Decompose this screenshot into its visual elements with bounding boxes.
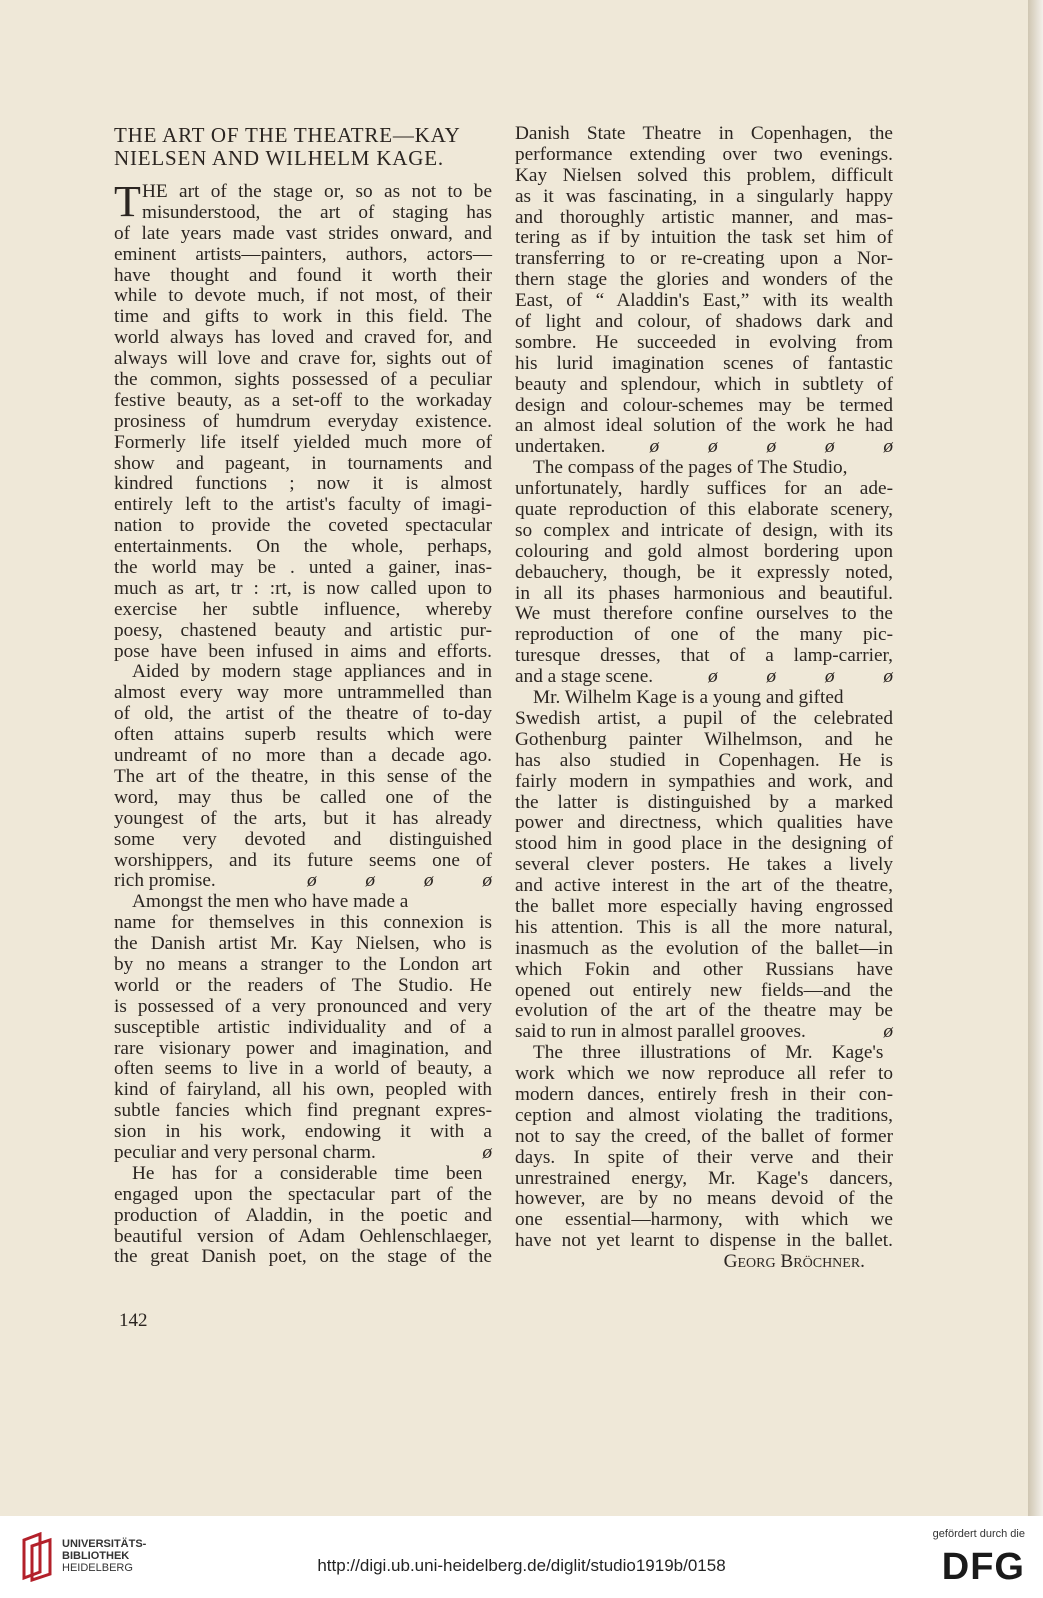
text-line-content: an almost ideal solution of the work he had — [515, 415, 893, 437]
text-line-content: the latter is distinguished by a marked — [515, 791, 893, 813]
text-line — [515, 521, 893, 542]
text-line-content: beauty and splendour, which in subtlety of — [515, 373, 893, 395]
text-line — [114, 412, 492, 433]
text-line — [515, 667, 893, 688]
text-line — [114, 1018, 492, 1039]
text-line — [515, 1043, 893, 1064]
text-line-content: Kay Nielsen solved this problem, difficult — [515, 164, 893, 186]
author-signature: Georg Bröchner. — [723, 1251, 865, 1273]
text-line-content: poesy, chastened beauty and artistic pur- — [114, 619, 492, 641]
text-line-content: youngest of the arts, but it has already — [114, 807, 492, 829]
text-line — [515, 1148, 893, 1169]
text-line — [515, 166, 893, 187]
text-line — [114, 683, 492, 704]
leaf-ornament-icon: ø — [883, 1021, 893, 1043]
text-line-content: Mr. Wilhelm Kage is a young and gifted — [533, 687, 844, 709]
text-line-content: rare visionary power and imagination, and — [114, 1037, 492, 1059]
text-line — [114, 495, 492, 516]
page-edge-shadow — [1028, 0, 1043, 1516]
text-line-content: susceptible artistic individuality and of a — [114, 1016, 492, 1038]
text-line-content: world always has loved and craved for, and — [114, 327, 492, 349]
text-line-content: turesque dresses, that of a lamp-carrier, — [515, 645, 893, 667]
text-line-content: We must therefore confine ourselves to the — [515, 603, 893, 625]
text-line — [114, 1143, 492, 1164]
text-line — [515, 375, 893, 396]
text-line-content: sombre. He succeeded in evolving from — [515, 331, 893, 353]
text-line-content: of old, the artist of the theatre of to-day — [114, 703, 492, 725]
library-name-line: UNIVERSITÄTS- — [62, 1538, 147, 1550]
text-line — [114, 516, 492, 537]
text-line — [114, 809, 492, 830]
text-line — [515, 1085, 893, 1106]
text-line — [515, 1022, 893, 1043]
text-line — [114, 600, 492, 621]
text-line-content: production of Aladdin, in the poetic and — [114, 1204, 492, 1226]
text-line-content: Amongst the men who have made a — [132, 891, 409, 913]
right-column — [515, 124, 893, 1273]
text-line — [515, 730, 893, 751]
text-line — [114, 286, 492, 307]
text-line-content: prosiness of humdrum everyday existence. — [114, 410, 492, 432]
text-line — [515, 500, 893, 521]
text-line-content: design and colour-schemes may be termed — [515, 394, 893, 416]
text-line-content: pose have been infused in aims and efforts. — [114, 640, 492, 662]
text-line — [515, 124, 893, 145]
text-line-content: much as art, tr : :rt, is now called upon to — [114, 577, 492, 599]
text-line — [114, 642, 492, 663]
text-line — [114, 1059, 492, 1080]
text-line-content: and active interest in the art of the theatre, — [515, 875, 893, 897]
text-line-content: word, may thus be called one of the — [114, 786, 492, 808]
text-line-content: colouring and gold almost bordering upon — [515, 540, 893, 562]
text-line-content: is possessed of a very pronounced and very — [114, 995, 492, 1017]
footer-bar — [0, 1516, 1043, 1598]
text-line — [114, 307, 492, 328]
text-line-content: peculiar and very personal charm. — [114, 1141, 376, 1163]
leaf-ornament-icon: ø ø ø ø — [306, 870, 492, 892]
article-title-line: NIELSEN AND WILHELM KAGE. — [114, 146, 444, 170]
text-line-content: however, are by no means devoid of the — [515, 1188, 893, 1210]
text-line — [114, 454, 492, 475]
text-line — [515, 396, 893, 417]
text-line-content: entertainments. On the whole, perhaps, — [114, 536, 492, 558]
text-line — [515, 1064, 893, 1085]
text-line — [114, 746, 492, 767]
text-line — [515, 688, 893, 709]
text-line-content: always will love and crave for, sights out of — [114, 348, 492, 370]
text-line — [515, 479, 893, 500]
source-url-link[interactable]: http://digi.ub.uni-heidelberg.de/diglit/studio1919b/0158 — [317, 1556, 726, 1575]
text-line — [114, 704, 492, 725]
text-line — [114, 1122, 492, 1143]
text-line-content: world or the readers of The Studio. He — [114, 974, 492, 996]
text-line-content: misunderstood, the art of staging has — [142, 201, 492, 223]
text-line-content: The three illustrations of Mr. Kage's — [533, 1042, 884, 1064]
text-line — [114, 1164, 492, 1185]
text-line-content: said to run in almost parallel grooves. — [515, 1021, 806, 1043]
text-line — [515, 354, 893, 375]
text-line — [114, 1101, 492, 1122]
text-line — [114, 328, 492, 349]
text-line — [114, 892, 492, 913]
text-line — [515, 228, 893, 249]
text-line — [515, 584, 893, 605]
text-line — [114, 1185, 492, 1206]
text-line-content: and thoroughly artistic manner, and mas- — [515, 206, 893, 228]
text-line — [515, 291, 893, 312]
text-line-content: as it was fascinating, in a singularly happy — [515, 185, 893, 207]
text-line-content: almost every way more untrammelled than — [114, 682, 492, 704]
text-line — [114, 1247, 492, 1268]
text-line — [114, 913, 492, 934]
text-line-content: worshippers, and its future seems one of — [114, 849, 492, 871]
text-line-content: show and pageant, in tournaments and — [114, 452, 492, 474]
leaf-ornament-icon: ø — [482, 1141, 492, 1163]
text-line — [515, 1231, 893, 1252]
text-line — [515, 187, 893, 208]
text-line — [114, 245, 492, 266]
text-line-content: The compass of the pages of The Studio, — [533, 457, 848, 479]
text-line-content: in all its phases harmonious and beautiful. — [515, 582, 893, 604]
library-name-line: HEIDELBERG — [62, 1562, 133, 1574]
library-name-line: BIBLIOTHEK — [62, 1550, 130, 1562]
text-line — [114, 537, 492, 558]
text-line — [114, 830, 492, 851]
text-line-content: fairly modern in sympathies and work, and — [515, 770, 893, 792]
text-line-content: not to say the creed, of the ballet of former — [515, 1125, 893, 1147]
text-line-content: often attains superb results which were — [114, 724, 492, 746]
text-line — [114, 976, 492, 997]
text-line — [114, 871, 492, 892]
text-line-content: have thought and found it worth their — [114, 264, 492, 286]
text-line — [515, 625, 893, 646]
text-line-content: by no means a stranger to the London art — [114, 953, 492, 975]
text-line-content: the great Danish poet, on the stage of the — [114, 1246, 492, 1268]
text-line-content: so complex and intricate of design, with its — [515, 519, 893, 541]
text-line-content: subtle fancies which find pregnant expres- — [114, 1100, 492, 1122]
text-line — [515, 458, 893, 479]
text-line — [515, 939, 893, 960]
text-line — [515, 1210, 893, 1231]
text-line — [515, 542, 893, 563]
text-line — [515, 604, 893, 625]
text-line — [114, 224, 492, 245]
text-line — [114, 662, 492, 683]
text-line — [515, 897, 893, 918]
text-line-content: unrestrained energy, Mr. Kage's dancers, — [515, 1167, 893, 1189]
text-line — [515, 918, 893, 939]
text-line — [515, 145, 893, 166]
text-line — [515, 960, 893, 981]
text-line-content: East, of “ Aladdin's East,” with its wealth — [515, 290, 893, 312]
text-line-content: his attention. This is all the more natural, — [515, 916, 893, 938]
text-line-content: the world may be . unted a gainer, inas- — [114, 557, 492, 579]
text-line — [515, 772, 893, 793]
text-line-content: reproduction of one of the many pic- — [515, 624, 893, 646]
leaf-ornament-icon: ø ø ø ø ø — [649, 436, 893, 458]
text-line — [114, 851, 492, 872]
text-line-content: rich promise. — [114, 870, 216, 892]
text-line — [515, 563, 893, 584]
text-line-content: HE art of the stage or, so as not to be — [142, 181, 492, 202]
text-line — [515, 437, 893, 458]
text-line — [114, 370, 492, 391]
text-line — [515, 208, 893, 229]
text-line — [515, 249, 893, 270]
text-line — [114, 955, 492, 976]
text-line-content: work which we now reproduce all refer to — [515, 1063, 893, 1085]
article-title-line: THE ART OF THE THEATRE—KAY — [114, 123, 461, 147]
text-line-content: the common, sights possessed of a peculiar — [114, 369, 492, 391]
text-line-content: power and directness, which qualities have — [515, 812, 893, 834]
text-line-content: Danish State Theatre in Copenhagen, the — [515, 123, 893, 144]
text-line-content: The art of the theatre, in this sense of the — [114, 765, 492, 787]
text-line-content: often seems to live in a world of beauty, a — [114, 1058, 492, 1080]
text-line-content: festive beauty, as a set-off to the workaday — [114, 389, 492, 411]
text-line — [515, 1169, 893, 1190]
leaf-ornament-icon: ø ø ø ø — [707, 666, 893, 688]
text-line — [114, 788, 492, 809]
text-line-content: ception and almost violating the traditions, — [515, 1104, 893, 1126]
text-line-content: He has for a considerable time been — [132, 1162, 483, 1184]
text-line — [114, 474, 492, 495]
text-line-content: modern dances, entirely fresh in their con- — [515, 1083, 893, 1105]
text-line-content: evolution of the art of the theatre may be — [515, 1000, 893, 1022]
text-line — [114, 266, 492, 287]
text-line — [114, 1206, 492, 1227]
text-line-content: several clever posters. He takes a lively — [515, 854, 893, 876]
text-line-content: name for themselves in this connexion is — [114, 912, 492, 934]
text-line-content: Aided by modern stage appliances and in — [132, 661, 492, 683]
left-body — [114, 177, 492, 1268]
text-line — [515, 1001, 893, 1022]
text-line-content: and a stage scene. — [515, 666, 654, 688]
text-line-content: tering as if by intuition the task set him of — [515, 227, 893, 249]
text-line-content: transferring to or re-creating upon a Nor- — [515, 248, 893, 270]
text-line-content: sion in his work, endowing it with a — [114, 1121, 492, 1143]
article-title — [114, 124, 492, 170]
text-line — [114, 767, 492, 788]
text-line — [515, 416, 893, 437]
text-line — [515, 855, 893, 876]
text-line-content: undertaken. — [515, 436, 606, 458]
text-line — [515, 813, 893, 834]
text-line-content: nation to provide the coveted spectacular — [114, 515, 492, 537]
text-line — [114, 203, 492, 224]
text-line — [114, 997, 492, 1018]
text-line — [114, 579, 492, 600]
text-line — [515, 1127, 893, 1148]
text-line — [515, 1106, 893, 1127]
text-line-content: undreamt of no more than a decade ago. — [114, 745, 492, 767]
text-line — [515, 1189, 893, 1210]
text-line — [515, 876, 893, 897]
text-line-content: the Danish artist Mr. Kay Nielsen, who is — [114, 933, 492, 955]
text-line-content: one essential—harmony, with which we — [515, 1209, 893, 1231]
text-line — [515, 981, 893, 1002]
text-line-content: of late years made vast strides onward, and — [114, 222, 492, 244]
text-line — [114, 1039, 492, 1060]
text-line-content: Swedish artist, a pupil of the celebrated — [515, 707, 893, 729]
text-line-content: inasmuch as the evolution of the ballet—in — [515, 937, 893, 959]
text-line — [515, 270, 893, 291]
page-number: 142 — [119, 1310, 148, 1331]
text-line-content: opened out entirely new fields—and the — [515, 979, 893, 1001]
text-line-content: thern stage the glories and wonders of the — [515, 269, 893, 291]
text-line — [114, 1227, 492, 1248]
text-line — [515, 333, 893, 354]
text-line — [114, 433, 492, 454]
text-line-content: some very devoted and distinguished — [114, 828, 492, 850]
text-line — [515, 646, 893, 667]
text-line — [515, 751, 893, 772]
text-line-content: exercise her subtle influence, whereby — [114, 598, 492, 620]
text-line — [515, 834, 893, 855]
text-line-content: stood him in good place in the designing of — [515, 833, 893, 855]
text-line — [114, 391, 492, 412]
text-line-content: debauchery, though, be it expressly noted, — [515, 561, 893, 583]
text-line-content: days. In spite of their verve and their — [515, 1146, 893, 1168]
funder-label: gefördert durch die — [932, 1528, 1025, 1540]
text-line-content: engaged upon the spectacular part of the — [114, 1183, 492, 1205]
text-line-content: kindred functions ; now it is almost — [114, 473, 492, 495]
dfg-logo: DFG — [941, 1546, 1025, 1588]
text-line-content: time and gifts to work in this field. The — [114, 306, 492, 328]
text-line-content: entirely left to the artist's faculty of imagi- — [114, 494, 492, 516]
text-line — [114, 1080, 492, 1101]
text-line-content: quate reproduction of this elaborate scenery, — [515, 499, 893, 521]
text-line-content: his lurid imagination scenes of fantastic — [515, 352, 893, 374]
text-line — [114, 349, 492, 370]
text-line-content: of light and colour, of shadows dark and — [515, 311, 893, 333]
right-body — [515, 124, 893, 1252]
text-line-content: have not yet learnt to dispense in the ballet. — [515, 1230, 893, 1252]
text-line — [515, 312, 893, 333]
text-line-content: which Fokin and other Russians have — [515, 958, 893, 980]
text-line — [114, 725, 492, 746]
text-line-content: eminent artists—painters, authors, actors— — [114, 243, 492, 265]
drop-cap: T — [114, 177, 141, 226]
text-line-content: performance extending over two evenings. — [515, 143, 893, 165]
text-line-content: has also studied in Copenhagen. He is — [515, 749, 893, 771]
text-line — [114, 558, 492, 579]
text-line-content: unfortunately, hardly suffices for an ade- — [515, 478, 893, 500]
text-line-content: beautiful version of Adam Oehlenschlaeger, — [114, 1225, 492, 1247]
text-line-content: while to devote much, if not most, of their — [114, 285, 492, 307]
text-line — [515, 709, 893, 730]
text-line-content: Gothenburg painter Wilhelmson, and he — [515, 728, 893, 750]
text-line-content: Formerly life itself yielded much more of — [114, 431, 492, 453]
left-column — [114, 124, 492, 1268]
text-line — [114, 934, 492, 955]
text-line — [515, 793, 893, 814]
text-line — [114, 621, 492, 642]
text-line-content: kind of fairyland, all his own, peopled with — [114, 1079, 492, 1101]
text-line-content: the ballet more especially having engrossed — [515, 895, 893, 917]
text-line — [114, 182, 492, 203]
